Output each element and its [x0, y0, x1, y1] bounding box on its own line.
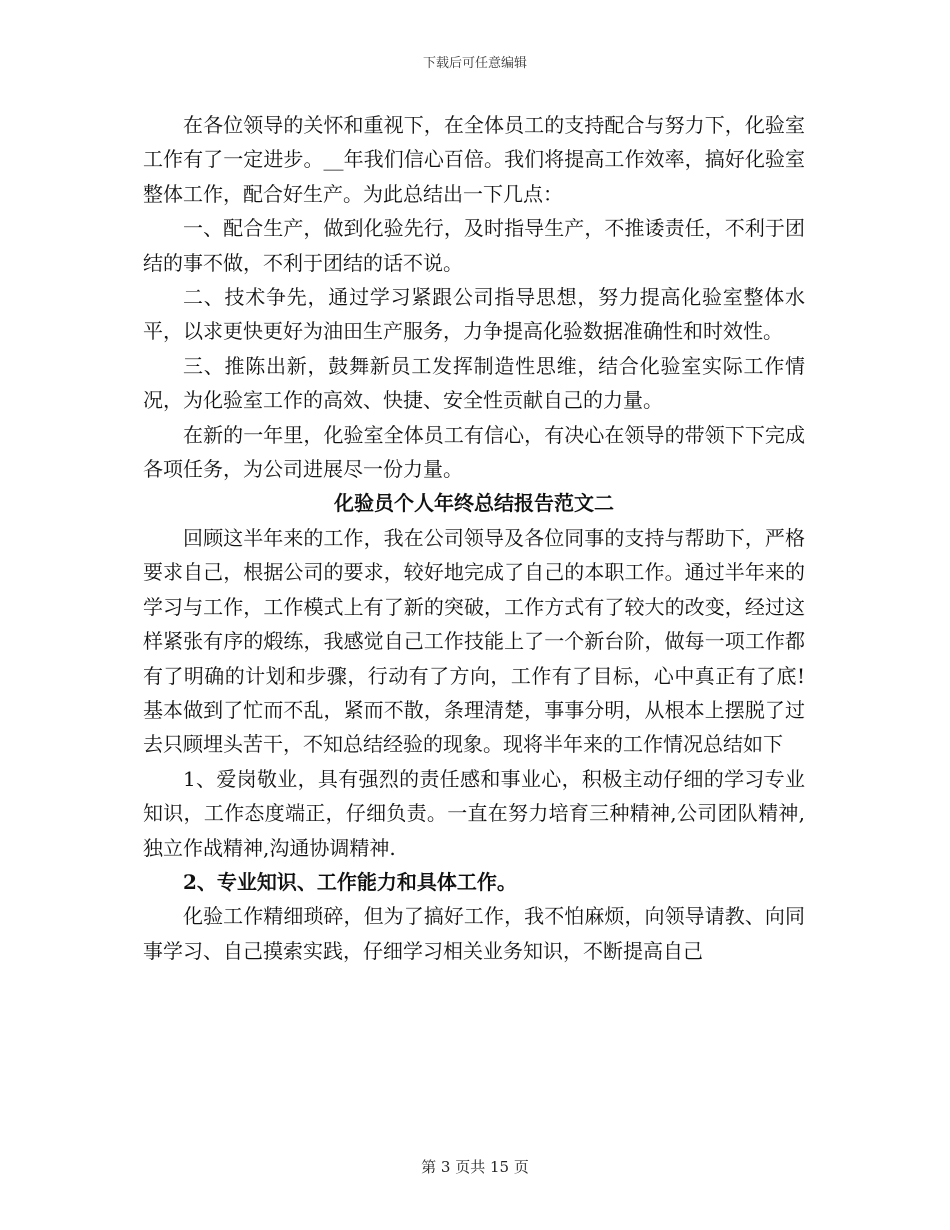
paragraph-point-1: 一、配合生产，做到化验先行，及时指导生产，不推诿责任，不利于团结的事不做，不利于团结的话不说。: [143, 216, 805, 275]
paragraph-point-3: 三、推陈出新，鼓舞新员工发挥制造性思维，结合化验室实际工作情况，为化验室工作的高效、快捷、安全性贡献自己的力量。: [143, 353, 805, 413]
paragraph-intro: 在各位领导的关怀和重视下，在全体员工的支持配合与努力下，化验室工作有了一定进步。__年我们信心百倍。我们将提高工作效率，搞好化验室整体工作，配合好生产。为此总结出一下几点：: [143, 113, 805, 206]
page-footer: 第 3 页共 15 页: [421, 1158, 529, 1176]
page-header: 下载后可任意编辑: [422, 56, 527, 71]
paragraph-item-1: 1、爱岗敬业，具有强烈的责任感和事业心，积极主动仔细的学习专业知识，工作态度端正，仔细负责。一直在努力培育三种精神,公司团队精神,独立作战精神,沟通协调精神.: [143, 766, 805, 860]
subheading-item-2: 2、专业知识、工作能力和具体工作。: [183, 869, 517, 894]
section-title: 化验员个人年终总结报告范文二: [334, 491, 614, 516]
paragraph-point-2: 二、技术争先，通过学习紧跟公司指导思想，努力提高化验室整体水平，以求更快更好为油田生产服务，力争提高化验数据准确性和时效性。: [143, 285, 805, 344]
paragraph-item-2-body: 化验工作精细琐碎，但为了搞好工作，我不怕麻烦，向领导请教、向同事学习、自己摸索实践，仔细学习相关业务知识，不断提高自己: [143, 904, 805, 963]
document-body: [143, 108, 805, 968]
paragraph-closing: 在新的一年里，化验室全体员工有信心，有决心在领导的带领下下完成各项任务，为公司进展尽一份力量。: [143, 422, 805, 482]
paragraph-review: 回顾这半年来的工作，我在公司领导及各位同事的支持与帮助下，严格要求自己，根据公司的要求，较好地完成了自己的本职工作。通过半年来的学习与工作，工作模式上有了新的突破，工作方式有了较大的改变，经过这样紧张有序的煅练，我感觉自己工作技能上了一个新台阶，做每一项工作都有了明确的计划和步骤，行动有了方向，工作有了目标，心中真正有了底!基本做到了忙而不乱，紧而不散，条理清楚，事事分明，从根本上摆脱了过去只顾埋头苦干，不知总结经验的现象。现将半年来的工作情况总结如下: [143, 525, 805, 757]
